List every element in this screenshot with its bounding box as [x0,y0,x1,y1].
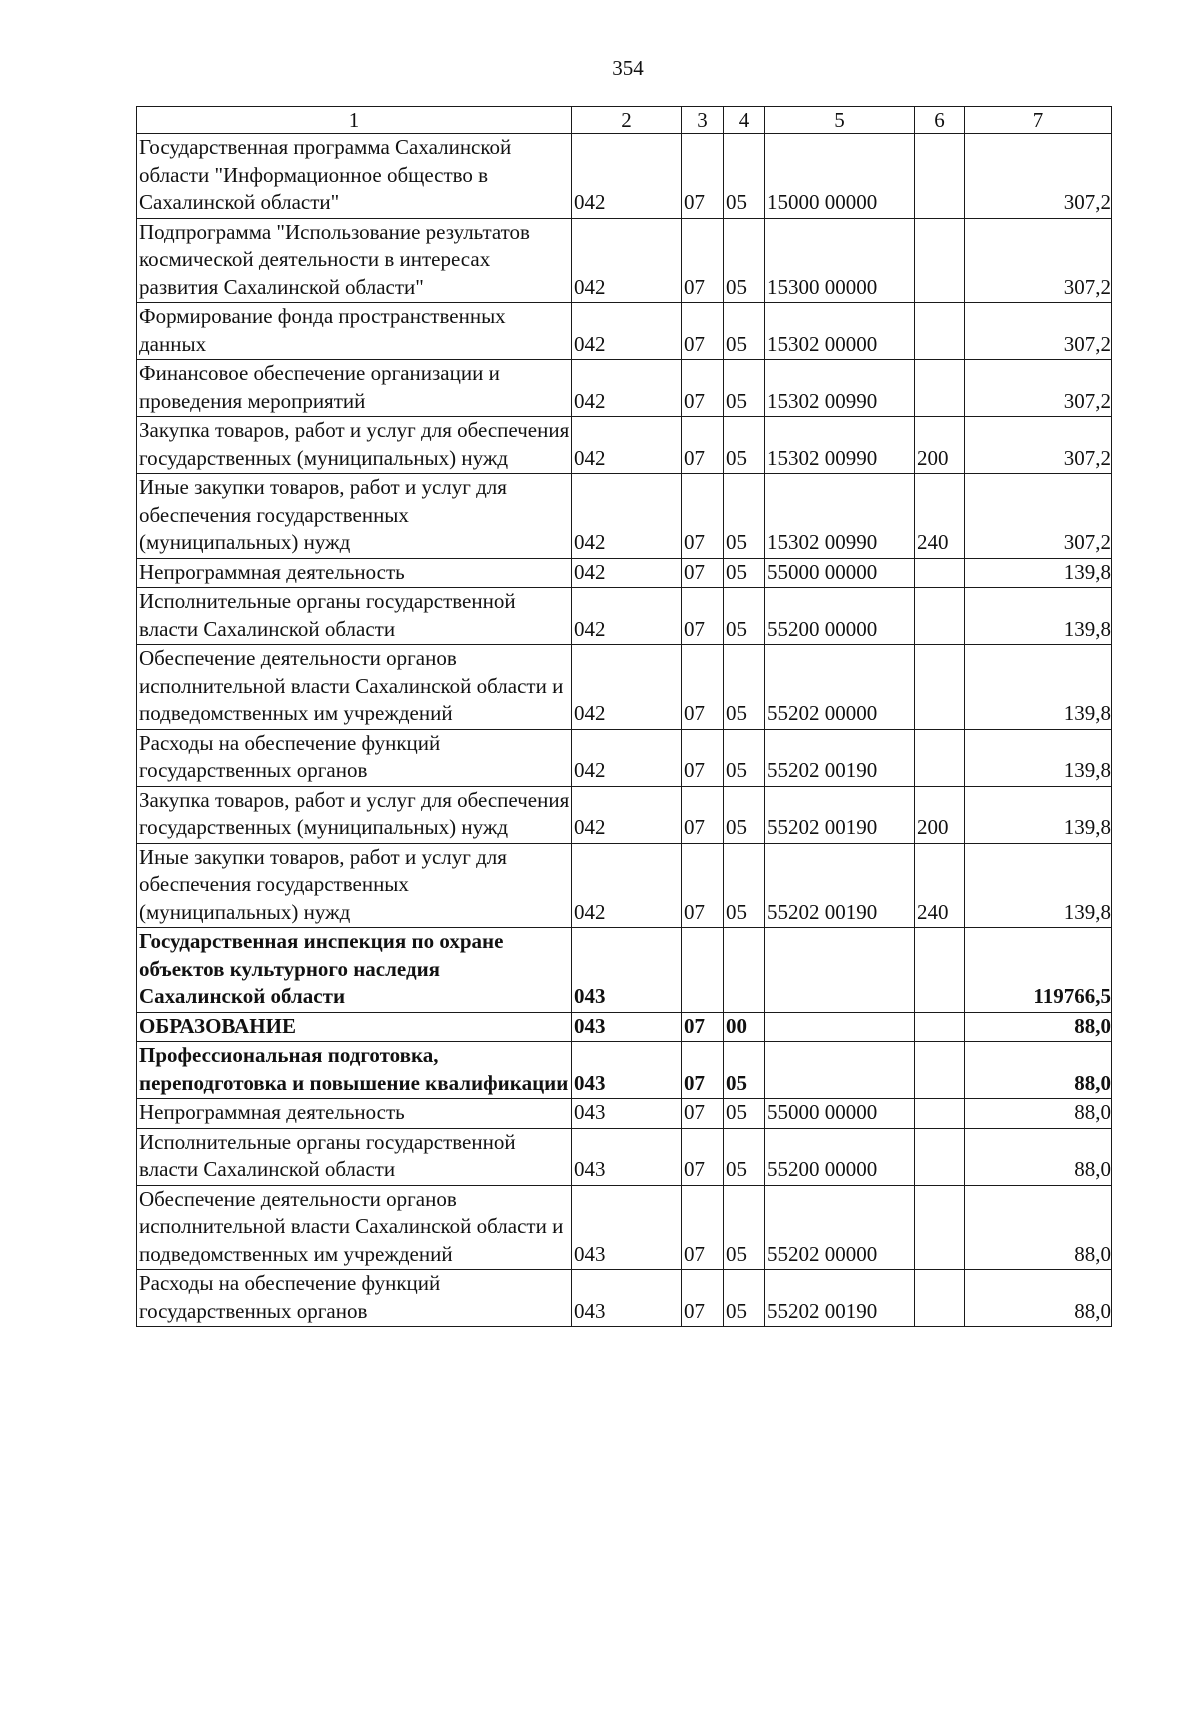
row-subsection-cell: 05 [724,588,765,645]
row-section-cell: 07 [682,786,724,843]
row-ved-cell: 043 [572,1042,682,1099]
table-row [137,1042,1112,1099]
row-ved-cell: 043 [572,1270,682,1327]
row-ved-cell: 042 [572,729,682,786]
table-row [137,134,1112,219]
row-expense-type-cell [915,1185,965,1270]
table-row [137,558,1112,588]
row-subsection-cell: 00 [724,1012,765,1042]
row-target-article-cell: 55202 00190 [765,729,915,786]
row-section-cell: 07 [682,417,724,474]
row-ved-cell: 042 [572,218,682,303]
row-target-article-cell: 55200 00000 [765,1128,915,1185]
row-amount-cell: 139,8 [965,843,1112,928]
table-row [137,786,1112,843]
row-target-article-cell: 15300 00000 [765,218,915,303]
row-name-cell: Закупка товаров, работ и услуг для обеспечения государственных (муниципальных) нужд [137,786,572,843]
row-expense-type-cell [915,928,965,1013]
table-row [137,360,1112,417]
budget-table [136,106,1112,1327]
row-amount-cell: 307,2 [965,303,1112,360]
row-expense-type-cell: 240 [915,843,965,928]
row-section-cell: 07 [682,1012,724,1042]
table-row [137,1185,1112,1270]
row-amount-cell: 307,2 [965,417,1112,474]
table-row [137,1012,1112,1042]
row-target-article-cell: 15000 00000 [765,134,915,219]
row-name-cell: Исполнительные органы государственной власти Сахалинской области [137,588,572,645]
row-amount-cell: 139,8 [965,588,1112,645]
row-subsection-cell: 05 [724,729,765,786]
row-section-cell: 07 [682,1042,724,1099]
row-subsection-cell: 05 [724,360,765,417]
row-subsection-cell: 05 [724,1099,765,1129]
row-amount-cell: 307,2 [965,360,1112,417]
row-name-cell: Расходы на обеспечение функций государственных органов [137,729,572,786]
row-target-article-cell: 15302 00990 [765,417,915,474]
table-row [137,417,1112,474]
row-expense-type-cell [915,360,965,417]
row-section-cell: 07 [682,474,724,559]
row-section-cell: 07 [682,360,724,417]
row-name-cell: Обеспечение деятельности органов исполнительной власти Сахалинской области и подведомственных им учреждений [137,645,572,730]
row-amount-cell: 139,8 [965,558,1112,588]
row-amount-cell: 139,8 [965,729,1112,786]
row-amount-cell: 88,0 [965,1128,1112,1185]
row-name-cell: Подпрограмма "Использование результатов космической деятельности в интересах развития Сахалинской области" [137,218,572,303]
row-ved-cell: 042 [572,786,682,843]
row-target-article-cell: 15302 00990 [765,360,915,417]
table-row [137,645,1112,730]
row-name-cell: ОБРАЗОВАНИЕ [137,1012,572,1042]
row-name-cell: Иные закупки товаров, работ и услуг для обеспечения государственных (муниципальных) нужд [137,843,572,928]
row-amount-cell: 139,8 [965,645,1112,730]
row-target-article-cell: 15302 00990 [765,474,915,559]
row-name-cell: Расходы на обеспечение функций государственных органов [137,1270,572,1327]
row-subsection-cell: 05 [724,645,765,730]
row-subsection-cell: 05 [724,1128,765,1185]
header-cell: 7 [965,107,1112,134]
row-target-article-cell: 55202 00190 [765,1270,915,1327]
row-ved-cell: 043 [572,1128,682,1185]
row-section-cell: 07 [682,1128,724,1185]
row-ved-cell: 043 [572,1099,682,1129]
row-name-cell: Исполнительные органы государственной власти Сахалинской области [137,1128,572,1185]
row-section-cell: 07 [682,729,724,786]
table-row [137,588,1112,645]
table-row [137,1128,1112,1185]
row-expense-type-cell [915,1270,965,1327]
row-ved-cell: 043 [572,1185,682,1270]
row-section-cell: 07 [682,588,724,645]
header-row [137,107,1112,134]
row-ved-cell: 043 [572,1012,682,1042]
row-subsection-cell: 05 [724,303,765,360]
row-name-cell: Непрограммная деятельность [137,558,572,588]
row-section-cell: 07 [682,303,724,360]
row-section-cell: 07 [682,645,724,730]
row-amount-cell: 88,0 [965,1099,1112,1129]
row-expense-type-cell [915,1042,965,1099]
row-target-article-cell: 55200 00000 [765,588,915,645]
header-cell: 1 [137,107,572,134]
row-subsection-cell: 05 [724,1042,765,1099]
table-row [137,1270,1112,1327]
row-name-cell: Закупка товаров, работ и услуг для обеспечения государственных (муниципальных) нужд [137,417,572,474]
row-amount-cell: 307,2 [965,218,1112,303]
row-section-cell: 07 [682,558,724,588]
row-expense-type-cell [915,1128,965,1185]
row-target-article-cell: 55202 00000 [765,1185,915,1270]
row-ved-cell: 042 [572,843,682,928]
row-amount-cell: 307,2 [965,134,1112,219]
row-expense-type-cell [915,588,965,645]
row-subsection-cell: 05 [724,1185,765,1270]
row-subsection-cell: 05 [724,134,765,219]
row-section-cell: 07 [682,218,724,303]
row-section-cell: 07 [682,1270,724,1327]
row-amount-cell: 139,8 [965,786,1112,843]
row-expense-type-cell [915,134,965,219]
row-name-cell: Государственная инспекция по охране объектов культурного наследия Сахалинской области [137,928,572,1013]
header-cell: 2 [572,107,682,134]
row-name-cell: Профессиональная подготовка, переподготовка и повышение квалификации [137,1042,572,1099]
row-subsection-cell: 05 [724,474,765,559]
row-expense-type-cell [915,558,965,588]
row-section-cell: 07 [682,1099,724,1129]
row-ved-cell: 042 [572,134,682,219]
table-row [137,843,1112,928]
row-ved-cell: 042 [572,558,682,588]
row-amount-cell: 88,0 [965,1270,1112,1327]
row-amount-cell: 88,0 [965,1012,1112,1042]
row-name-cell: Непрограммная деятельность [137,1099,572,1129]
header-cell: 4 [724,107,765,134]
row-target-article-cell [765,1012,915,1042]
page-number: 354 [612,56,644,80]
row-ved-cell: 042 [572,645,682,730]
row-ved-cell: 042 [572,417,682,474]
row-name-cell: Формирование фонда пространственных данных [137,303,572,360]
row-target-article-cell [765,1042,915,1099]
row-subsection-cell: 05 [724,843,765,928]
row-subsection-cell: 05 [724,558,765,588]
row-target-article-cell: 15302 00000 [765,303,915,360]
table-row [137,303,1112,360]
row-expense-type-cell [915,1012,965,1042]
row-target-article-cell: 55000 00000 [765,558,915,588]
table-body [137,134,1112,1327]
row-expense-type-cell: 240 [915,474,965,559]
table-row [137,218,1112,303]
row-ved-cell: 043 [572,928,682,1013]
row-amount-cell: 307,2 [965,474,1112,559]
row-amount-cell: 88,0 [965,1042,1112,1099]
row-section-cell: 07 [682,843,724,928]
header-cell: 3 [682,107,724,134]
row-section-cell: 07 [682,134,724,219]
row-target-article-cell: 55202 00000 [765,645,915,730]
table-row [137,928,1112,1013]
row-subsection-cell [724,928,765,1013]
row-subsection-cell: 05 [724,786,765,843]
row-expense-type-cell [915,645,965,730]
row-ved-cell: 042 [572,303,682,360]
header-cell: 5 [765,107,915,134]
row-name-cell: Обеспечение деятельности органов исполнительной власти Сахалинской области и подведомственных им учреждений [137,1185,572,1270]
row-expense-type-cell [915,1099,965,1129]
row-name-cell: Финансовое обеспечение организации и проведения мероприятий [137,360,572,417]
row-amount-cell: 88,0 [965,1185,1112,1270]
row-target-article-cell: 55000 00000 [765,1099,915,1129]
row-amount-cell: 119766,5 [965,928,1112,1013]
table-row [137,474,1112,559]
row-expense-type-cell: 200 [915,417,965,474]
row-target-article-cell: 55202 00190 [765,786,915,843]
row-section-cell: 07 [682,1185,724,1270]
row-target-article-cell [765,928,915,1013]
row-section-cell [682,928,724,1013]
header-cell: 6 [915,107,965,134]
table-row [137,729,1112,786]
row-expense-type-cell [915,303,965,360]
row-target-article-cell: 55202 00190 [765,843,915,928]
row-subsection-cell: 05 [724,218,765,303]
row-expense-type-cell: 200 [915,786,965,843]
row-subsection-cell: 05 [724,417,765,474]
row-ved-cell: 042 [572,588,682,645]
table-row [137,1099,1112,1129]
row-name-cell: Государственная программа Сахалинской области "Информационное общество в Сахалинской области" [137,134,572,219]
row-ved-cell: 042 [572,360,682,417]
row-expense-type-cell [915,218,965,303]
row-ved-cell: 042 [572,474,682,559]
row-name-cell: Иные закупки товаров, работ и услуг для обеспечения государственных (муниципальных) нужд [137,474,572,559]
row-expense-type-cell [915,729,965,786]
row-subsection-cell: 05 [724,1270,765,1327]
